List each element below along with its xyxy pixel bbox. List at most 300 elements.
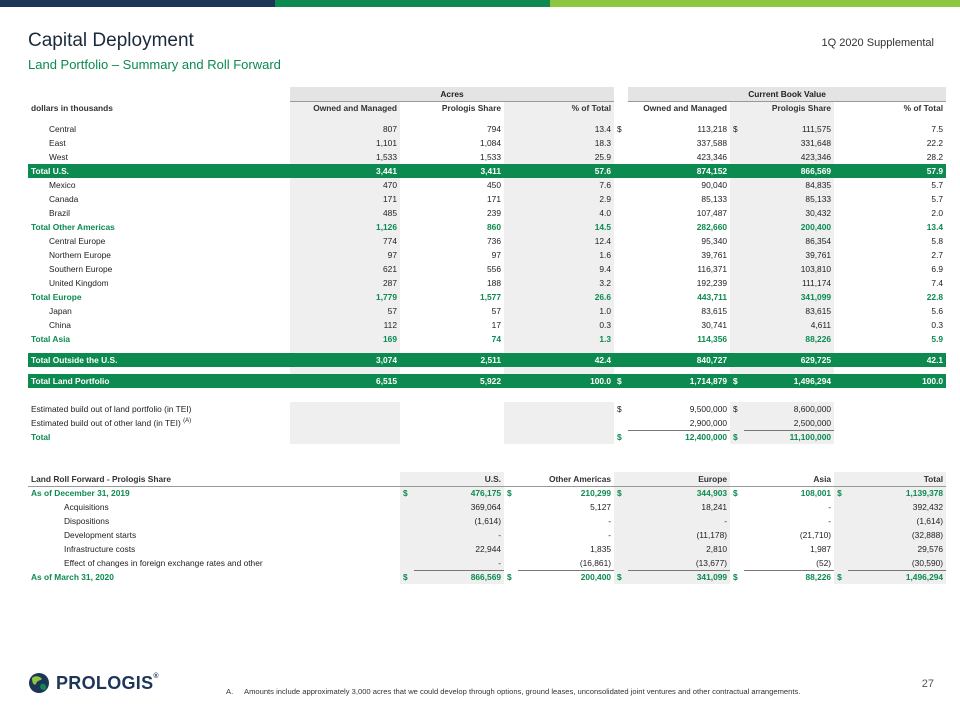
spacer-row xyxy=(28,395,946,402)
book-share-value: 423,346 xyxy=(744,150,834,164)
currency-symbol: $ xyxy=(730,430,744,444)
acres-owned-value: 287 xyxy=(290,276,400,290)
book-share-value: 111,174 xyxy=(744,276,834,290)
rollforward-value: - xyxy=(628,514,730,528)
rollforward-value: 344,903 xyxy=(628,486,730,500)
group-header-row xyxy=(28,87,946,101)
acres-pct-value xyxy=(504,367,614,374)
acres-pct-value: 7.6 xyxy=(504,178,614,192)
globe-icon xyxy=(28,670,50,696)
rollforward-value: - xyxy=(414,528,504,542)
acres-share-value: 2,511 xyxy=(400,353,504,367)
acres-share-value: 736 xyxy=(487,236,501,246)
rollforward-value: 2,810 xyxy=(628,542,730,556)
row-label: Infrastructure costs xyxy=(64,544,136,554)
acres-pct-value: 42.4 xyxy=(504,353,614,367)
currency-symbol xyxy=(504,500,518,514)
book-pct-value: 5.6 xyxy=(931,306,944,316)
currency-symbol xyxy=(614,290,628,304)
acres-share-value: 74 xyxy=(491,334,501,344)
book-share-value xyxy=(744,346,834,353)
acres-owned-value xyxy=(290,367,400,374)
acres-pct-value: 100.0 xyxy=(504,374,614,388)
currency-symbol xyxy=(730,206,744,220)
table-row xyxy=(28,353,946,367)
book-owned-value: 114,356 xyxy=(697,334,728,344)
currency-symbol: $ xyxy=(400,570,414,584)
acres-pct-value: 1.6 xyxy=(504,248,614,262)
book-share-value: 83,615 xyxy=(744,304,834,318)
rollforward-value: - xyxy=(608,530,612,540)
table-row xyxy=(28,192,946,206)
rollforward-value: 1,496,294 xyxy=(848,570,946,584)
row-label: West xyxy=(49,152,68,162)
column-header: Other Americas xyxy=(548,473,612,484)
book-share-value: 84,835 xyxy=(744,178,834,192)
table-row xyxy=(28,318,946,332)
acres-share-value: 794 xyxy=(487,124,501,134)
acres-pct-value: 25.9 xyxy=(504,150,614,164)
page-number: 27 xyxy=(921,678,934,690)
currency-symbol xyxy=(730,304,744,318)
rollforward-value: 392,432 xyxy=(848,500,946,514)
rollforward-value: - xyxy=(828,516,832,526)
acres-owned-value: 807 xyxy=(290,122,400,136)
book-owned-value: 85,133 xyxy=(701,194,728,204)
rollforward-value: 1,987 xyxy=(810,544,832,554)
rollforward-value: (32,888) xyxy=(848,528,946,542)
rollforward-value: (21,710) xyxy=(799,530,832,540)
currency-symbol xyxy=(730,318,744,332)
currency-symbol xyxy=(730,528,744,542)
spacer-cell xyxy=(28,87,290,101)
book-pct-value: 5.7 xyxy=(931,194,944,204)
tei-label-text: Estimated build out of other land (in TEI) xyxy=(31,418,181,428)
acres-owned-value: 485 xyxy=(290,206,400,220)
tei-share-value: 11,100,000 xyxy=(744,430,834,444)
footnote-text: Amounts include approximately 3,000 acres that we could develop through options, ground leases, unconsolidated joint ventures and other contractual arrangements. xyxy=(244,687,801,696)
currency-symbol xyxy=(730,290,744,304)
row-label: Central xyxy=(49,124,76,134)
table-row xyxy=(28,122,946,136)
acres-owned-value: 1,779 xyxy=(290,290,400,304)
table-row xyxy=(28,234,946,248)
rollforward-value: 1,139,378 xyxy=(848,486,946,500)
currency-symbol xyxy=(614,367,628,374)
book-owned-value: 116,371 xyxy=(697,264,728,274)
currency-symbol: $ xyxy=(617,124,622,134)
acres-pct-value: 0.3 xyxy=(504,318,614,332)
rollforward-value: (52) xyxy=(744,556,834,570)
rollforward-value: 210,299 xyxy=(580,488,612,499)
table-row xyxy=(28,262,946,276)
acres-share-value: 171 xyxy=(487,194,501,204)
acres-owned-value: 1,533 xyxy=(290,150,400,164)
spacer-cell xyxy=(614,87,628,101)
book-owned-value: 192,239 xyxy=(696,278,728,288)
land-portfolio-table xyxy=(28,87,946,444)
rollforward-value: 200,400 xyxy=(580,572,612,583)
currency-symbol xyxy=(614,220,628,234)
top-color-bar xyxy=(0,0,960,7)
acres-owned-value: 1,101 xyxy=(290,136,400,150)
currency-symbol xyxy=(504,514,518,528)
tei-share-value: 8,600,000 xyxy=(744,402,834,416)
book-owned-value: 423,346 xyxy=(696,152,728,162)
column-header: % of Total xyxy=(903,103,944,114)
acres-share-value: 450 xyxy=(487,180,501,190)
currency-symbol xyxy=(834,542,848,556)
logo-registered-mark: ® xyxy=(153,672,159,680)
row-label: Northern Europe xyxy=(49,250,111,260)
table-row xyxy=(28,290,946,304)
currency-symbol xyxy=(834,556,848,570)
rollforward-value: 866,569 xyxy=(414,570,504,584)
book-owned-value: 282,660 xyxy=(696,222,728,232)
currency-symbol xyxy=(730,234,744,248)
column-header: Asia xyxy=(813,473,832,484)
book-pct-value: 7.5 xyxy=(931,124,944,134)
book-pct-value: 5.9 xyxy=(931,334,944,344)
currency-symbol xyxy=(730,367,744,374)
currency-symbol xyxy=(400,528,414,542)
currency-symbol xyxy=(614,318,628,332)
table-row xyxy=(28,178,946,192)
tei-label-text: Total xyxy=(31,432,51,442)
currency-symbol: $ xyxy=(614,570,628,584)
currency-symbol xyxy=(400,500,414,514)
spacer-row xyxy=(28,346,946,353)
tei-share-value: 2,500,000 xyxy=(744,416,834,430)
acres-share-value: 5,922 xyxy=(400,374,504,388)
currency-symbol: $ xyxy=(614,486,628,500)
row-label: Southern Europe xyxy=(49,264,113,274)
currency-symbol: $ xyxy=(507,488,512,499)
book-share-value: 629,725 xyxy=(744,353,834,367)
book-pct-value: 100.0 xyxy=(834,374,946,388)
acres-share-value: 239 xyxy=(487,208,501,218)
currency-symbol xyxy=(730,332,744,346)
currency-symbol xyxy=(730,346,744,353)
row-label: Canada xyxy=(49,194,79,204)
currency-symbol xyxy=(730,276,744,290)
currency-symbol: $ xyxy=(834,570,848,584)
book-share-value: 111,575 xyxy=(744,122,834,136)
book-owned-value: 90,040 xyxy=(701,180,728,190)
acres-pct-value xyxy=(504,346,614,353)
acres-owned-value: 171 xyxy=(290,192,400,206)
acres-owned-value: 3,074 xyxy=(290,353,400,367)
currency-symbol: $ xyxy=(730,374,744,388)
acres-owned-value: 3,441 xyxy=(290,164,400,178)
book-pct-value: 42.1 xyxy=(834,353,946,367)
book-owned-value: 107,487 xyxy=(696,208,728,218)
prologis-logo xyxy=(28,670,159,696)
book-pct-value: 28.2 xyxy=(926,152,944,162)
row-label: As of December 31, 2019 xyxy=(31,488,130,499)
tei-row xyxy=(28,402,946,416)
acres-share-value: 1,084 xyxy=(480,138,501,148)
book-owned-value: 874,152 xyxy=(628,164,730,178)
currency-symbol xyxy=(614,500,628,514)
table-row xyxy=(28,150,946,164)
book-pct-value: 0.3 xyxy=(931,320,944,330)
tei-row xyxy=(28,430,946,444)
table-row xyxy=(28,206,946,220)
column-header: Prologis Share xyxy=(441,103,501,114)
rollforward-value: 341,099 xyxy=(628,570,730,584)
rollforward-row xyxy=(28,556,946,570)
page-title: Capital Deployment xyxy=(28,30,194,51)
acres-pct-value: 13.4 xyxy=(504,122,614,136)
currency-symbol xyxy=(730,178,744,192)
acres-share-value: 860 xyxy=(487,222,501,232)
column-header: Owned and Managed xyxy=(643,103,728,114)
currency-symbol xyxy=(834,500,848,514)
tei-label-text: Estimated build out of land portfolio (in TEI) xyxy=(31,404,192,414)
table-row xyxy=(28,374,946,388)
currency-symbol xyxy=(504,528,518,542)
acres-share-value: 57 xyxy=(491,306,501,316)
column-header: Owned and Managed xyxy=(290,101,400,115)
acres-owned-value: 774 xyxy=(290,234,400,248)
tei-owned-value: 9,500,000 xyxy=(689,404,728,414)
currency-symbol xyxy=(730,150,744,164)
rollforward-row xyxy=(28,500,946,514)
table-row xyxy=(28,304,946,318)
currency-symbol: $ xyxy=(614,374,628,388)
acres-pct-value: 18.3 xyxy=(504,136,614,150)
currency-symbol: $ xyxy=(400,486,414,500)
currency-symbol xyxy=(614,304,628,318)
row-label: Acquisitions xyxy=(64,502,109,512)
book-share-value: 30,432 xyxy=(744,206,834,220)
rollforward-value: 22,944 xyxy=(414,542,504,556)
currency-symbol xyxy=(614,332,628,346)
spacer-row xyxy=(28,388,946,395)
book-pct-value: 7.4 xyxy=(931,278,944,288)
currency-symbol xyxy=(614,248,628,262)
row-label: Development starts xyxy=(64,530,137,540)
acres-pct-value: 2.9 xyxy=(504,192,614,206)
currency-symbol: $ xyxy=(733,572,738,582)
book-owned-value: 30,741 xyxy=(701,320,728,330)
acres-pct-value: 3.2 xyxy=(504,276,614,290)
row-label: Effect of changes in foreign exchange rates and other xyxy=(64,558,263,568)
rollforward-value: - xyxy=(414,556,504,570)
acres-owned-value: 112 xyxy=(290,318,400,332)
currency-symbol xyxy=(614,276,628,290)
currency-symbol xyxy=(504,556,518,570)
currency-symbol: $ xyxy=(834,486,848,500)
rollforward-row xyxy=(28,542,946,556)
book-pct-value: 2.0 xyxy=(931,208,944,218)
row-label: United Kingdom xyxy=(49,278,109,288)
acres-pct-value: 1.0 xyxy=(504,304,614,318)
tei-label xyxy=(28,402,290,416)
rollforward-value: 1,835 xyxy=(590,544,612,554)
tei-owned-value: 12,400,000 xyxy=(685,432,728,443)
currency-symbol xyxy=(730,136,744,150)
rollforward-value: 108,001 xyxy=(800,488,832,499)
currency-symbol: $ xyxy=(507,572,512,582)
rollforward-row xyxy=(28,486,946,500)
column-header: Total xyxy=(834,472,946,486)
group-book-value-header: Current Book Value xyxy=(628,87,946,101)
supplemental-label: 1Q 2020 Supplemental xyxy=(821,37,934,49)
book-pct-value: 22.2 xyxy=(926,138,944,148)
currency-symbol xyxy=(730,192,744,206)
currency-symbol xyxy=(614,136,628,150)
currency-symbol: $ xyxy=(617,432,622,442)
rollforward-value: 88,226 xyxy=(805,572,832,583)
footnote xyxy=(226,686,826,697)
currency-symbol: $ xyxy=(617,404,622,414)
column-header: % of Total xyxy=(504,101,614,115)
book-share-value: 39,761 xyxy=(744,248,834,262)
spacer-row xyxy=(28,115,946,122)
rollforward-value: 29,576 xyxy=(848,542,946,556)
acres-pct-value: 1.3 xyxy=(504,332,614,346)
acres-owned-value: 6,515 xyxy=(290,374,400,388)
book-pct-value xyxy=(834,367,946,374)
currency-symbol xyxy=(614,514,628,528)
currency-symbol xyxy=(400,556,414,570)
currency-symbol xyxy=(730,556,744,570)
book-pct-value: 57.9 xyxy=(834,164,946,178)
rollforward-value: (13,677) xyxy=(628,556,730,570)
currency-symbol xyxy=(614,556,628,570)
book-pct-value: 5.7 xyxy=(931,180,944,190)
currency-symbol xyxy=(614,262,628,276)
row-label: Total Land Portfolio xyxy=(28,374,290,388)
book-share-value: 866,569 xyxy=(744,164,834,178)
currency-symbol xyxy=(730,514,744,528)
row-label: China xyxy=(49,320,71,330)
book-pct-value: 5.8 xyxy=(931,236,944,246)
rollforward-value: (1,614) xyxy=(848,514,946,528)
rollforward-title: Land Roll Forward - Prologis Share xyxy=(31,473,172,484)
book-share-value: 88,226 xyxy=(744,332,834,346)
acres-owned-value: 470 xyxy=(290,178,400,192)
acres-pct-value: 9.4 xyxy=(504,262,614,276)
rollforward-row xyxy=(28,570,946,584)
acres-owned-value: 97 xyxy=(290,248,400,262)
acres-share-value xyxy=(400,367,504,374)
book-owned-value: 1,714,879 xyxy=(628,374,730,388)
rollforward-row xyxy=(28,528,946,542)
rollforward-value: (30,590) xyxy=(848,556,946,570)
rollforward-value: 5,127 xyxy=(590,502,612,512)
book-owned-value: 39,761 xyxy=(701,250,728,260)
acres-share-value: 1,577 xyxy=(480,292,501,302)
row-label: Total U.S. xyxy=(28,164,290,178)
acres-owned-value: 169 xyxy=(290,332,400,346)
row-label xyxy=(28,346,290,353)
book-pct-value: 6.9 xyxy=(931,264,944,274)
row-label: Total Outside the U.S. xyxy=(28,353,290,367)
book-pct-value: 2.7 xyxy=(931,250,944,260)
currency-symbol xyxy=(614,528,628,542)
table-row xyxy=(28,248,946,262)
currency-symbol xyxy=(730,500,744,514)
book-owned-value: 95,340 xyxy=(701,236,728,246)
column-header: Europe xyxy=(614,472,730,486)
currency-symbol xyxy=(400,542,414,556)
tei-label xyxy=(28,416,290,430)
currency-symbol xyxy=(730,164,744,178)
rollforward-value: (16,861) xyxy=(518,556,614,570)
land-rollforward-table xyxy=(28,472,946,584)
currency-symbol xyxy=(730,542,744,556)
currency-symbol xyxy=(730,262,744,276)
currency-symbol: $ xyxy=(730,122,744,136)
book-share-value: 4,611 xyxy=(744,318,834,332)
book-owned-value: 113,218 xyxy=(697,124,728,134)
column-header: U.S. xyxy=(400,472,504,486)
book-share-value: 103,810 xyxy=(744,262,834,276)
acres-pct-value: 26.6 xyxy=(504,290,614,304)
currency-symbol xyxy=(614,150,628,164)
book-owned-value: 337,588 xyxy=(696,138,728,148)
book-owned-value: 443,711 xyxy=(697,292,728,302)
currency-symbol xyxy=(834,514,848,528)
units-label: dollars in thousands xyxy=(31,103,113,113)
book-owned-value: 840,727 xyxy=(628,353,730,367)
tei-label xyxy=(28,430,290,444)
spacer-row xyxy=(28,367,946,374)
tei-owned-value: 2,900,000 xyxy=(628,416,730,430)
row-label xyxy=(28,367,290,374)
currency-symbol xyxy=(834,528,848,542)
currency-symbol xyxy=(614,192,628,206)
book-owned-value xyxy=(628,346,730,353)
book-share-value xyxy=(744,367,834,374)
table-row xyxy=(28,276,946,290)
book-share-value: 1,496,294 xyxy=(744,374,834,388)
currency-symbol xyxy=(614,416,628,430)
currency-symbol xyxy=(730,353,744,367)
currency-symbol xyxy=(614,178,628,192)
logo-wordmark: PROLOGIS xyxy=(56,672,154,693)
footnote-marker: A. xyxy=(226,687,234,696)
currency-symbol xyxy=(614,346,628,353)
book-share-value: 85,133 xyxy=(744,192,834,206)
currency-symbol xyxy=(614,542,628,556)
page-subtitle: Land Portfolio – Summary and Roll Forward xyxy=(28,57,281,72)
acres-pct-value: 57.6 xyxy=(504,164,614,178)
row-label: Central Europe xyxy=(49,236,106,246)
tei-row xyxy=(28,416,946,430)
row-label: Total Asia xyxy=(31,334,71,344)
currency-symbol: $ xyxy=(730,402,744,416)
row-label: Brazil xyxy=(49,208,70,218)
book-owned-value: 83,615 xyxy=(701,306,728,316)
table-row xyxy=(28,136,946,150)
rollforward-value: (1,614) xyxy=(414,514,504,528)
row-label: East xyxy=(49,138,66,148)
currency-symbol xyxy=(400,514,414,528)
currency-symbol xyxy=(730,220,744,234)
rollforward-header-row xyxy=(28,472,946,486)
acres-share-value: 97 xyxy=(491,250,501,260)
book-share-value: 331,648 xyxy=(744,136,834,150)
acres-share-value: 1,533 xyxy=(480,152,501,162)
row-label: Total Other Americas xyxy=(31,222,115,232)
acres-share-value: 3,411 xyxy=(400,164,504,178)
currency-symbol xyxy=(614,353,628,367)
book-share-value: 341,099 xyxy=(744,290,834,304)
